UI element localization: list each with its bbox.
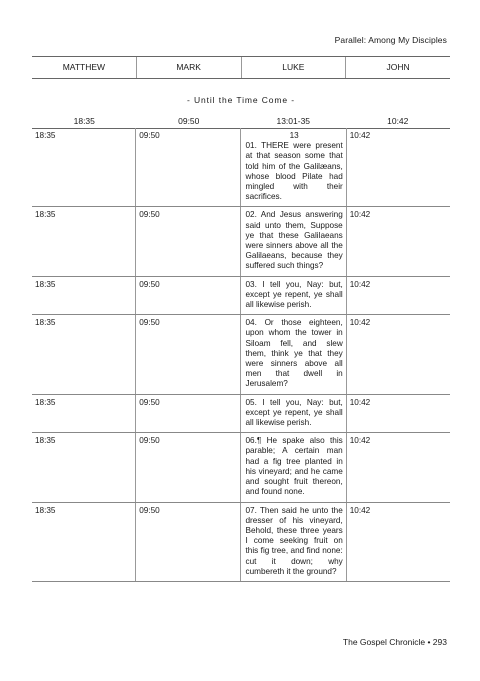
- verse-text: 01. THERE were present at that season some that told him of the Galilæans, whose blood Pilate had mingled with their sacrifices.: [245, 141, 343, 202]
- table-row: [32, 277, 450, 316]
- mark-ref: 09:50: [135, 277, 239, 315]
- verse-text: 02. And Jesus answering said unto them, Suppose ye that these Galilaeans were sinners above all the Galilaeans, because they suffered such things?: [245, 210, 343, 271]
- john-ref: 10:42: [346, 128, 450, 206]
- luke-verse: [240, 395, 346, 433]
- matthew-ref: 18:35: [35, 210, 56, 220]
- john-ref: 10:42: [346, 207, 450, 275]
- ref-matthew: 18:35: [73, 116, 95, 126]
- ref-luke: 13:01-35: [276, 116, 311, 126]
- verse-text: 04. Or those eighteen, upon whom the tower in Siloam fell, and slew them, think ye that they were sinners above all men that dwell in Jerusalem?: [245, 318, 343, 389]
- mark-ref: 09:50: [135, 395, 239, 433]
- john-ref: 10:42: [346, 395, 450, 433]
- page-footer: The Gospel Chronicle • 293: [342, 637, 447, 647]
- section-title: - Until the Time Come -: [186, 95, 296, 105]
- mark-ref: 09:50: [135, 503, 239, 581]
- verse-text: 03. I tell you, Nay: but, except ye repent, ye shall all likewise perish.: [245, 279, 343, 310]
- verse-text: 05. I tell you, Nay: but, except ye repent, ye shall all likewise perish.: [245, 397, 343, 428]
- verse-text: 07. Then said he unto the dresser of his vineyard, Behold, these three years I come seeking fruit on this fig tree, and find none: cut it down; why cumbereth it the ground?: [245, 505, 343, 576]
- table-row: [32, 128, 450, 207]
- john-ref: 10:42: [346, 503, 450, 581]
- header-luke: LUKE: [242, 57, 347, 78]
- luke-verse: [240, 128, 346, 206]
- luke-verse: [240, 207, 346, 275]
- luke-verse: [240, 433, 346, 501]
- table-row: [32, 503, 450, 582]
- matthew-ref: 18:35: [35, 318, 56, 328]
- verse-text: 06.¶ He spake also this parable; A certain man had a fig tree planted in his vineyard; and he came and sought fruit thereon, and found none.: [245, 436, 343, 497]
- running-head: Parallel: Among My Disciples: [334, 35, 447, 45]
- ref-mark: 09:50: [178, 116, 200, 126]
- matthew-ref: 18:35: [35, 505, 56, 515]
- table-row: [32, 315, 450, 394]
- gospel-column-headers: [32, 56, 450, 79]
- table-row: [32, 207, 450, 276]
- ref-john: 10:42: [387, 116, 409, 126]
- table-row: [32, 433, 450, 502]
- matthew-ref: 18:35: [35, 279, 56, 289]
- luke-verse: [240, 503, 346, 581]
- matthew-ref: 18:35: [35, 436, 56, 446]
- reference-row: [32, 114, 450, 129]
- matthew-ref: 18:35: [35, 131, 56, 140]
- table-row: [32, 395, 450, 434]
- header-john: JOHN: [386, 62, 410, 72]
- header-mark: MARK: [137, 57, 242, 78]
- john-ref: 10:42: [346, 433, 450, 501]
- verse-table: [32, 128, 450, 582]
- mark-ref: 09:50: [135, 128, 239, 206]
- luke-verse: [240, 277, 346, 315]
- matthew-ref: 18:35: [35, 397, 56, 407]
- luke-verse: [240, 315, 346, 393]
- chapter-number: 13: [289, 131, 299, 140]
- header-matthew: MATTHEW: [32, 57, 137, 78]
- mark-ref: 09:50: [135, 315, 239, 393]
- john-ref: 10:42: [346, 277, 450, 315]
- mark-ref: 09:50: [135, 433, 239, 501]
- john-ref: 10:42: [346, 315, 450, 393]
- mark-ref: 09:50: [135, 207, 239, 275]
